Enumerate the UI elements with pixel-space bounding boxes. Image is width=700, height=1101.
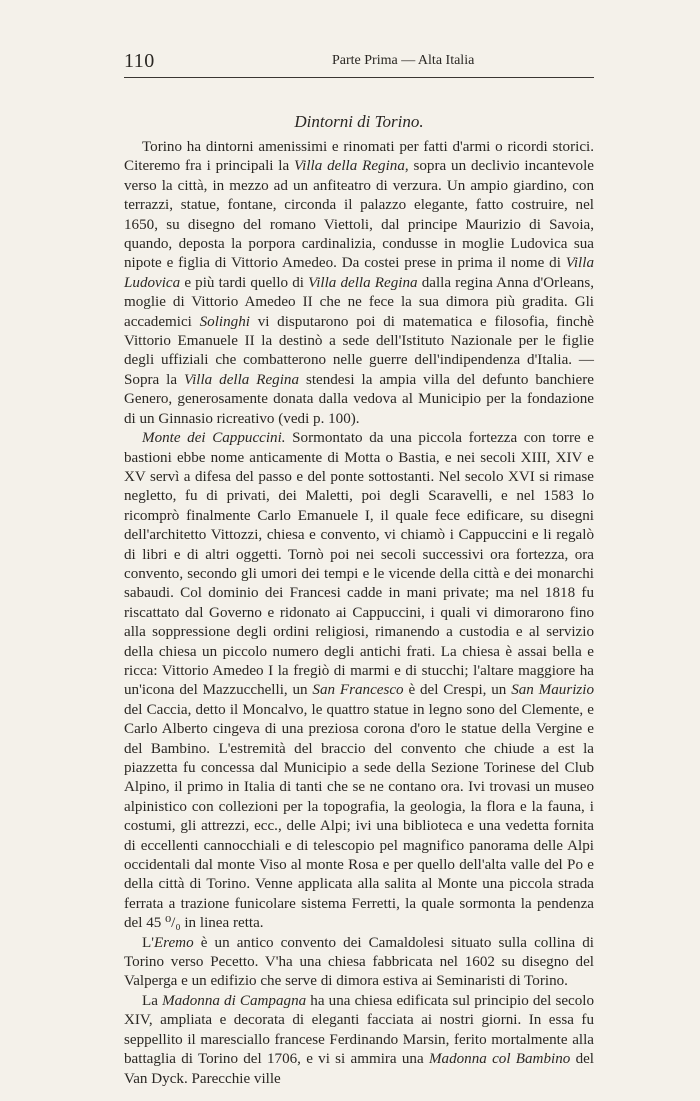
text-run: è del Crespi, un (403, 682, 512, 699)
text-run: stendesi la ampia villa del defunto banchiere Genero, generosamente donata dalla vedova al Municipio per la fondazione di un Ginnasio ricreativo (vedi p. 100). (124, 371, 594, 427)
text-run: Sormontato da una piccola fortezza con torre e bastioni ebbe nome anticamente di Motta o Bastia, e nei secoli XIII, XIV e XV servì a difesa del passo e del ponte sottostanti. Nel secolo XVI si rimase negletto, fu di privati, dei Maletti, poi degli Scaravelli, e nel 1583 lo ricomprò finalmente Carlo Emanuele I, il quale fece edificare, su disegni dell'architetto Vittozzi, chiesa e convento, vi chiamò i Cappuccini e li regalò di libri e di altri oggetti. Tornò poi nei secoli successivi ora fortezza, ora convento, secondo gli umori dei tempi e le vicende della città e dei monarchi sabaudi. Col dominio dei Francesi cadde in mani private; ma nel 1818 fu riscattato dal Governo e ridonato ai Cappuccini, i quali vi dimorarono fino alla soppressione degli ordini religiosi, rimanendo a custodia e al servizio della chiesa un piccolo numero degli antichi frati. La chiesa è assai bella e ricca: Vittorio Amedeo I la fregiò di marmi e di stucchi; l'altare maggiore ha un'icona del Mazzucchelli, un (124, 430, 594, 699)
text-run: Torino ha dintorni amenissimi e rinomati per fatti d'armi o ricordi storici. Citeremo fra i principali la (124, 139, 594, 175)
body-text (124, 138, 594, 1089)
text-run: vi disputarono poi di matematica e filosofia, finchè Vittorio Emanuele II la destinò a sede dell'Istituto Nazionale per le figlie degli uffiziali che combatterono nelle guerre dell'indipendenza d'Italia. — Sopra la (124, 313, 594, 388)
italic-text: Eremo (153, 934, 194, 951)
paragraph (124, 429, 594, 934)
text-run: L' (142, 934, 154, 951)
italic-text: Villa della Regina (183, 371, 300, 388)
text-run: , sopra un declivio incantevole verso la città, in mezzo ad un anfiteatro di verzura. Un ampio giardino, con terrazzi, statue, fontane, circonda il palazzo elegante, fatto costruire, nel 1650, su disegno del romano Viettoli, dal principe Maurizio di Savoia, quando, deposta la porpora cardinalizia, condusse in moglie Ludovica sua nipote e figlia di Vittorio Amedeo. Da costei prese in prima il nome di (124, 158, 594, 272)
text-run: La (142, 992, 163, 1009)
header-rule (124, 77, 594, 78)
text-run: ha una chiesa edificata sul principio del secolo XIV, ampliata e decorata di eleganti facciata ai nostri giorni. In essa fu seppellito il maresciallo francese Ferdinando Marsin, ferito mortalmente alla battaglia di Torino del 1706, e vi si ammira una (124, 992, 595, 1068)
text-run: e più tardi quello di (180, 274, 309, 291)
paragraph (124, 934, 594, 992)
italic-text: Madonna col Bambino (428, 1051, 571, 1068)
italic-text: Villa della Regina (308, 274, 418, 291)
paragraph (124, 138, 594, 429)
italic-text: Solinghi (199, 313, 250, 330)
italic-text: Monte dei Cappuccini. (142, 430, 286, 447)
text-run: del Caccia, detto il Moncalvo, le quattro statue in legno sono del Clemente, e Carlo Alberto cingeva di una preziosa corona d'oro le statue della Vergine e del Bambino. L'estremità del braccio del convento che chiude a est la piazzetta fu concessa dal Municipio a sede della Sezione Torinese del Club Alpino, il primo in Italia di tanti che se ne contano ora. Ivi trovasi un museo alpinistico con collezioni per la topografia, la geologia, la flora e la fauna, i costumi, gli attrezzi, ecc., delle Alpi; ivi una biblioteca e una vedetta fornita di eccellenti cannocchiali e di telescopio pel magnifico panorama delle Alpi occidentali dal monte Viso al monte Rosa e per quello dell'alta valle del Po e della città di Torino. Venne applicata alla salita al Monte una piccola strada ferrata a trazione funicolare sistema Ferretti, la quale sormonta la pendenza del 45 ⁰/₀ in linea retta. (124, 701, 594, 932)
italic-text: Madonna di Campagna (162, 992, 307, 1009)
italic-text: Villa della Regina (294, 158, 405, 175)
text-run: dalla regina Anna d'Orleans, moglie di Vittorio Amedeo II che ne fece la sua dimora più gradita. Gli accademici (124, 274, 594, 330)
text-run: è un antico convento dei Camaldolesi situato sulla collina di Torino verso Pecetto. V'ha una chiesa fabbricata nel 1602 su disegno del Valperga e un edifizio che serve di dimora estiva ai Seminaristi di Torino. (124, 934, 594, 990)
paragraph (124, 992, 594, 1089)
italic-text: Villa Ludovica (124, 255, 594, 291)
italic-text: San Francesco (312, 682, 404, 699)
page-number: 110 (124, 50, 155, 72)
section-title: Dintorni di Torino. (294, 112, 424, 131)
running-title: Parte Prima — Alta Italia (332, 53, 475, 68)
page-header (124, 48, 594, 74)
text-run: del Van Dyck. Parecchie ville (124, 1051, 595, 1087)
italic-text: San Maurizio (511, 682, 595, 699)
